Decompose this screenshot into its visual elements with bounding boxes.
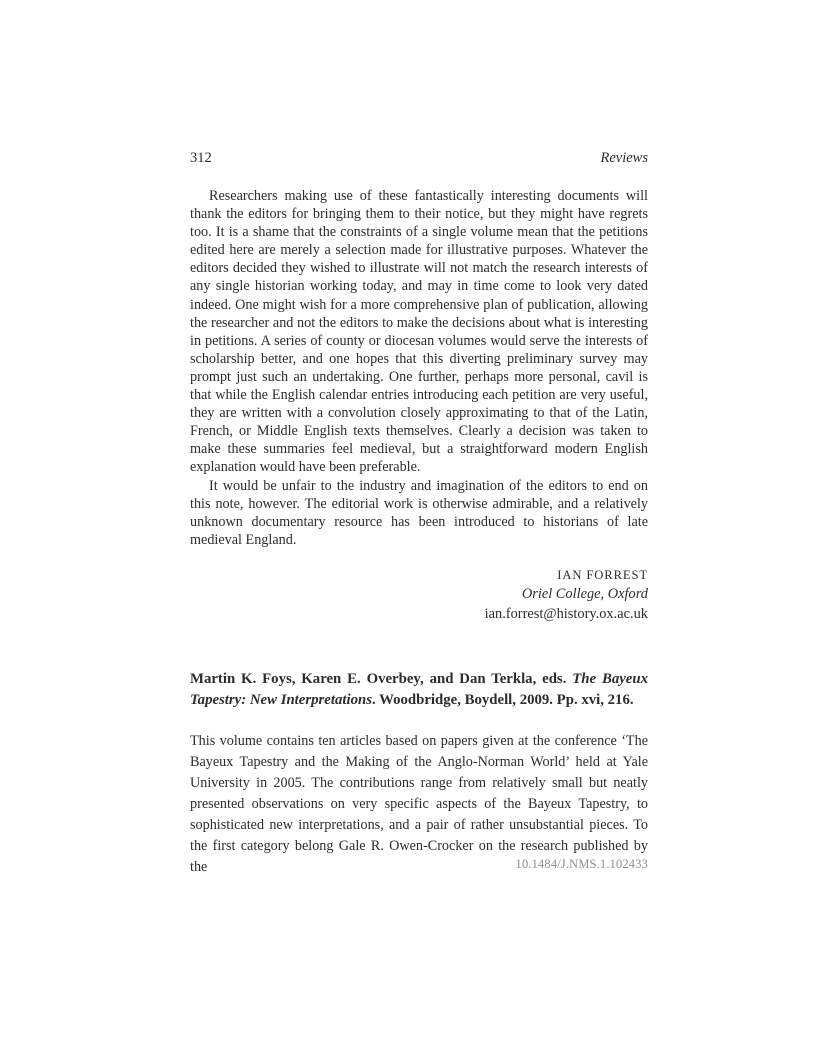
page-content — [190, 150, 648, 878]
review-end-paragraph-2: It would be unfair to the industry and imagination of the editors to end on this note, however. The editorial work is otherwise admirable, and a relatively unknown documentary resource has been introduced to historians of late medieval England. — [190, 477, 648, 548]
review-new-paragraph-1: This volume contains ten articles based on papers given at the conference ‘The Bayeux Tapestry and the Making of the Anglo-Norman World’ held at Yale University in 2005. The contributions range from relatively small but neatly presented observations on very specific aspects of the Bayeux Tapestry, to sophisticated new interpretations, and a pair of rather unsubstantial pieces. To the first category belong Gale R. Owen-Crocker on the research published by the — [190, 733, 648, 875]
running-head-title: Reviews — [600, 150, 648, 166]
review-end-paragraph-1: Researchers making use of these fantastically interesting documents will thank the editors for bringing them to their notice, but they might have regrets too. It is a shame that the constraints of a single volume mean that the petitions edited here are merely a selection made for illustrative purposes. Whatever the editors decided they wished to illustrate will not match the research interests of any single historian working today, and may in time come to look very dated indeed. One might wish for a more comprehensive plan of publication, allowing the researcher and not the editors to make the decisions about what is interesting in petitions. A series of county or diocesan volumes would serve the interests of scholarship better, and one hopes that this diverting preliminary survey may prompt just such an undertaking. One further, perhaps more personal, cavil is that while the English calendar entries introducing each petition are very useful, they are written with a convolution closely approximating to that of the Latin, French, or Middle English texts themselves. Clearly a decision was taken to make these summaries feel medieval, but a straightforward modern English explanation would have been preferable. — [190, 188, 648, 476]
reviewer-signature-block — [190, 566, 648, 625]
page-number: 312 — [190, 150, 212, 166]
book-review-heading — [190, 669, 648, 711]
reviewer-name: IAN FORREST — [557, 567, 648, 582]
doi-reference: 10.1484/J.NMS.1.102433 — [515, 857, 648, 871]
reviewer-affiliation: Oriel College, Oxford — [521, 586, 648, 603]
heading-authors: Martin K. Foys, Karen E. Overbey, and Dan Terkla, eds. — [190, 671, 573, 688]
reviewer-email: ian.forrest@history.ox.ac.uk — [484, 605, 648, 622]
heading-book-title: The Bayeux Tapestry: New Interpretations — [190, 671, 648, 709]
heading-publication-info: . Woodbridge, Boydell, 2009. Pp. xvi, 216. — [371, 692, 634, 709]
running-header — [190, 150, 648, 166]
